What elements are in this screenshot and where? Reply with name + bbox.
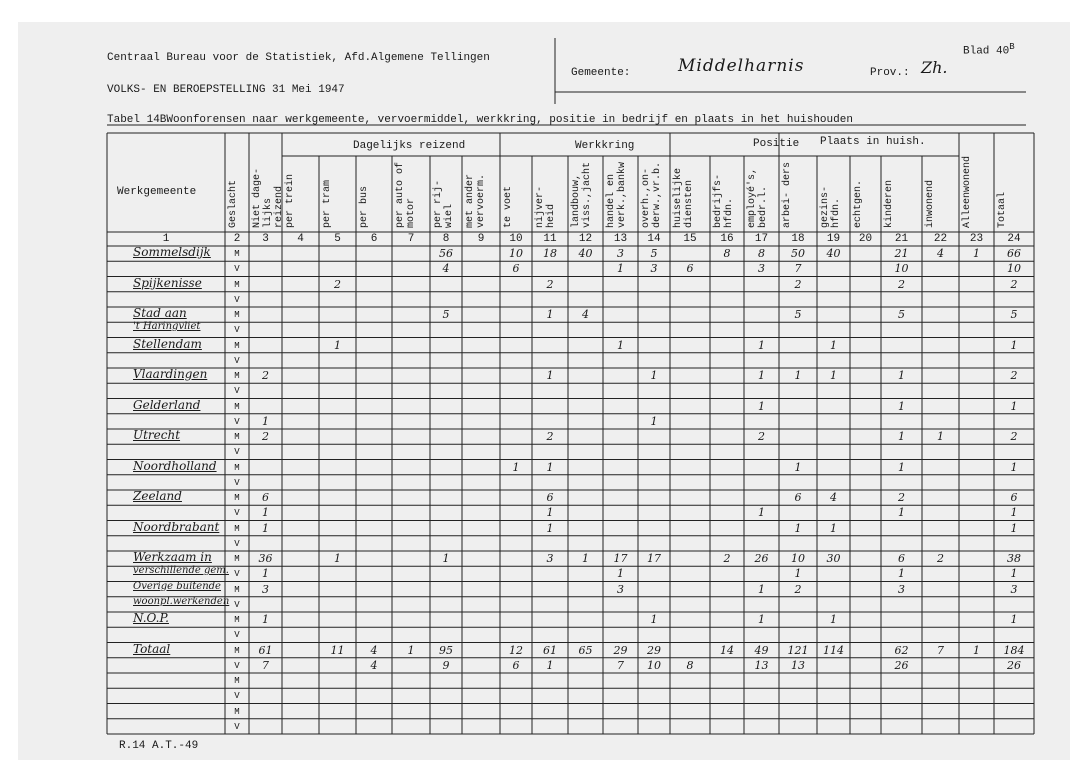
table-cell: 8	[686, 658, 694, 672]
column-number-6: 6	[370, 233, 378, 245]
table-cell: 38	[1007, 552, 1021, 565]
column-number-13: 13	[613, 233, 628, 245]
column-header-7: per auto of motor	[395, 161, 417, 228]
table-cell: 1	[898, 369, 905, 382]
table-cell: 1	[650, 369, 658, 382]
row-sex: V	[234, 630, 240, 641]
column-header-11: nijver- heid	[535, 185, 557, 228]
table-cell: 1	[830, 369, 837, 382]
table-cell: 40	[578, 247, 593, 260]
column-header-8: per rij- wiel	[433, 179, 455, 228]
table-cell: 2	[898, 277, 905, 291]
column-header-21: kinderen	[884, 179, 895, 228]
row-name: Stellendam	[133, 336, 202, 351]
table-cell: 30	[826, 552, 841, 565]
table-cell: 66	[1007, 247, 1021, 260]
table-title: Tabel 14BWoonforensen naar werkgemeente, vervoermiddel, werkkring, positie in bedrijf en plaats in het huishouden	[107, 114, 853, 126]
row-name: Stad aan	[133, 306, 187, 320]
table-cell: 9	[442, 658, 450, 672]
column-header-12: landbouw, viss.,jacht	[571, 161, 593, 228]
column-header-werkgemeente: Werkgemeente	[117, 186, 197, 198]
agency-title: Centraal Bureau voor de Statistiek, Afd.Algemene Tellingen	[107, 52, 490, 64]
row-name: Noordbrabant	[133, 519, 220, 534]
table-cell: 3	[617, 247, 624, 260]
group-werkkring: Werkkring	[575, 140, 635, 152]
row-sex: V	[234, 599, 240, 610]
table-cell: 2	[546, 277, 554, 291]
table-cell: 1	[1010, 506, 1018, 520]
table-cell: 1	[512, 460, 520, 474]
table-cell: 4	[442, 262, 450, 276]
table-cell: 1	[442, 552, 450, 565]
table-cell: 1	[830, 613, 837, 626]
table-cell: 1	[898, 460, 905, 474]
row-sex: V	[234, 294, 240, 305]
table-cell: 1	[898, 430, 905, 443]
table-cell: 1	[898, 567, 905, 581]
table-cell: 10	[1007, 262, 1021, 276]
column-header-23: Alleenwonend	[962, 155, 973, 228]
gemeente-label: Gemeente:	[571, 67, 631, 79]
table-cell: 1	[937, 430, 944, 443]
table-cell: 1	[582, 552, 589, 565]
column-number-10: 10	[509, 233, 523, 245]
table-cell: 14	[720, 643, 734, 657]
column-number-15: 15	[683, 233, 697, 245]
census-title: VOLKS- EN BEROEPSTELLING 31 Mei 1947	[107, 84, 345, 96]
prov-value: Zh.	[921, 58, 948, 77]
row-sex: V	[234, 691, 240, 702]
table-cell: 2	[262, 369, 269, 382]
table-cell: 1	[334, 338, 341, 352]
table-cell: 61	[543, 643, 557, 657]
row-sex: M	[234, 493, 240, 503]
row-sex: V	[234, 569, 240, 580]
table-cell: 5	[650, 247, 658, 260]
table-cell: 1	[546, 308, 554, 321]
row-name: 't Haringvliet	[133, 321, 201, 333]
table-cell: 49	[754, 643, 769, 657]
table-cell: 2	[546, 430, 554, 443]
table-cell: 1	[617, 262, 624, 276]
row-sex: V	[234, 508, 240, 519]
table-cell: 1	[1010, 613, 1018, 626]
row-name: Totaal	[133, 641, 171, 656]
row-name: Spijkenisse	[133, 275, 202, 290]
column-number-12: 12	[578, 233, 593, 245]
column-header-16: bedrijfs- hfdn.	[713, 173, 735, 228]
column-header-18: arbei- ders	[782, 161, 793, 228]
table-cell: 121	[787, 643, 809, 657]
column-number-18: 18	[791, 233, 805, 245]
column-header-6: per bus	[359, 185, 370, 228]
table-cell: 61	[258, 643, 273, 657]
row-name: Overige buitende	[133, 580, 221, 592]
column-header-22: inwonend	[925, 179, 936, 228]
table-cell: 1	[546, 460, 554, 474]
column-header-9: met ander vervoerm.	[465, 173, 487, 228]
table-cell: 114	[823, 643, 844, 657]
table-cell: 2	[262, 430, 269, 443]
column-number-14: 14	[647, 233, 661, 245]
table-cell: 4	[582, 308, 589, 321]
column-header-19: gezins- hfdn.	[820, 185, 842, 228]
table-cell: 36	[258, 552, 273, 565]
row-sex: V	[234, 477, 240, 488]
prov-label: Prov.:	[870, 67, 910, 79]
table-cell: 18	[543, 247, 557, 260]
row-sex: M	[234, 645, 240, 656]
table-cell: 50	[791, 247, 805, 260]
table-cell: 17	[647, 552, 661, 565]
column-header-4: per trein	[285, 173, 296, 228]
table-cell: 2	[898, 491, 905, 504]
row-name: Utrecht	[133, 428, 181, 442]
column-number-22: 22	[933, 233, 948, 245]
table-cell: 4	[370, 658, 378, 672]
table-cell: 4	[830, 491, 837, 504]
table-cell: 7	[262, 658, 269, 672]
table-cell: 5	[898, 308, 905, 321]
table-cell: 6	[898, 552, 905, 565]
table-cell: 13	[754, 658, 769, 672]
column-number-5: 5	[334, 233, 341, 245]
group-plaats: Plaats in huish.	[820, 136, 926, 148]
column-header-15: huiselijke diensten	[673, 167, 695, 228]
table-cell: 3	[262, 582, 269, 596]
table-cell: 17	[613, 552, 628, 565]
row-sex: M	[234, 249, 240, 259]
column-header-10: te voet	[503, 185, 514, 228]
row-sex: M	[234, 554, 240, 564]
table-cell: 3	[758, 262, 765, 276]
row-sex: M	[234, 432, 240, 442]
table-cell: 95	[439, 643, 453, 657]
row-name: N.O.P.	[133, 611, 169, 625]
table-cell: 8	[723, 247, 731, 260]
column-number-7: 7	[407, 233, 415, 245]
column-number-4: 4	[297, 233, 304, 245]
table-cell: 1	[898, 506, 905, 520]
table-cell: 6	[1010, 491, 1018, 504]
column-number-9: 9	[477, 233, 485, 245]
table-cell: 1	[758, 506, 765, 520]
column-header-24: Totaal	[997, 191, 1008, 228]
table-cell: 10	[894, 262, 909, 276]
table-cell: 26	[894, 658, 909, 672]
column-header-13: handel en verk.,bankw	[606, 161, 628, 228]
table-cell: 5	[442, 308, 450, 321]
row-sex: M	[234, 706, 240, 717]
table-cell: 1	[794, 460, 802, 474]
table-cell: 29	[613, 643, 628, 657]
table-cell: 184	[1003, 643, 1025, 657]
row-sex: M	[234, 371, 240, 381]
table-cell: 10	[647, 658, 661, 672]
table-cell: 1	[794, 521, 802, 535]
table-cell: 3	[546, 552, 554, 565]
table-cell: 1	[1010, 521, 1018, 535]
table-cell: 1	[546, 369, 554, 382]
table-cell: 29	[647, 643, 661, 657]
table-cell: 2	[1010, 277, 1018, 291]
row-sex: M	[234, 279, 240, 290]
row-sex: V	[234, 416, 240, 427]
column-number-3: 3	[262, 233, 269, 245]
table-cell: 1	[794, 369, 802, 382]
table-cell: 65	[578, 643, 593, 657]
column-number-17: 17	[754, 233, 769, 245]
table-cell: 2	[758, 430, 765, 443]
column-header-5: per tram	[322, 179, 333, 228]
table-cell: 1	[617, 567, 624, 581]
table-cell: 1	[1010, 460, 1018, 474]
row-sex: M	[234, 676, 240, 686]
column-header-14: overh.,on- derw.,vr.b.	[641, 161, 663, 228]
table-cell: 3	[898, 582, 905, 596]
row-sex: V	[234, 264, 240, 275]
table-cell: 6	[794, 491, 802, 504]
table-cell: 6	[262, 491, 269, 504]
row-name: Werkzaam in	[133, 550, 212, 564]
row-sex: V	[234, 447, 240, 458]
row-sex: V	[234, 355, 240, 366]
column-number-21: 21	[894, 233, 909, 245]
table-cell: 10	[509, 247, 523, 260]
row-name: Zeeland	[133, 489, 182, 503]
table-cell: 12	[509, 643, 523, 657]
table-cell: 2	[937, 552, 944, 565]
table-cell: 6	[512, 658, 520, 672]
table-cell: 8	[758, 247, 765, 260]
table-cell: 1	[546, 521, 554, 535]
table-cell: 1	[650, 414, 658, 428]
table-cell: 6	[512, 262, 520, 276]
table-cell: 7	[617, 658, 624, 672]
table-cell: 1	[546, 658, 554, 672]
column-number-11: 11	[543, 233, 557, 245]
table-cell: 2	[334, 277, 341, 291]
table-cell: 1	[758, 582, 765, 596]
table-cell: 21	[894, 247, 909, 260]
row-name: Gelderland	[133, 397, 201, 412]
census-form-sheet	[18, 22, 1070, 760]
table-cell: 4	[937, 247, 944, 260]
column-number-1: 1	[162, 233, 170, 245]
table-cell: 1	[1010, 567, 1018, 581]
row-name: Noordholland	[133, 458, 217, 473]
group-positie: Positie	[753, 138, 800, 150]
table-cell: 11	[330, 643, 345, 657]
row-name: Sommelsdijk	[133, 245, 211, 259]
row-sex: M	[234, 340, 240, 351]
table-cell: 1	[1010, 338, 1018, 352]
row-sex: V	[234, 386, 240, 397]
table-cell: 13	[791, 658, 805, 672]
table-cell: 40	[826, 247, 841, 260]
table-cell: 7	[937, 643, 944, 657]
table-cell: 1	[650, 613, 658, 626]
row-sex: M	[234, 523, 240, 534]
gemeente-value: Middelharnis	[678, 56, 805, 76]
column-number-19: 19	[826, 233, 841, 245]
row-sex: M	[234, 584, 240, 595]
column-header-2: Geslacht	[228, 179, 239, 228]
row-sex: V	[234, 325, 240, 336]
table-cell: 1	[758, 399, 765, 413]
table-cell: 4	[370, 643, 378, 657]
column-number-23: 23	[969, 233, 984, 245]
table-cell: 26	[754, 552, 769, 565]
row-sex: M	[234, 310, 240, 320]
table-cell: 56	[439, 247, 453, 260]
table-cell: 1	[758, 369, 765, 382]
table-cell: 5	[1010, 308, 1018, 321]
table-cell: 1	[262, 567, 269, 581]
table-cell: 2	[794, 582, 802, 596]
row-sex: M	[234, 615, 240, 625]
table-cell: 2	[794, 277, 802, 291]
row-sex: V	[234, 660, 240, 671]
table-cell: 1	[546, 506, 554, 520]
table-cell: 1	[262, 506, 269, 520]
table-cell: 3	[617, 582, 624, 596]
column-number-16: 16	[720, 233, 734, 245]
table-cell: 3	[1010, 582, 1018, 596]
table-cell: 1	[898, 399, 905, 413]
row-sex: M	[234, 401, 240, 412]
table-cell: 1	[617, 338, 624, 352]
column-number-8: 8	[442, 233, 450, 245]
row-name: woonpl.werkenden	[133, 595, 230, 607]
sheet-number: Blad $40^B$	[963, 42, 1015, 58]
table-cell: 2	[1010, 430, 1018, 443]
table-cell: 1	[973, 643, 980, 657]
table-cell: 26	[1007, 658, 1021, 672]
column-number-20: 20	[858, 233, 873, 245]
table-cell: 3	[650, 262, 658, 276]
table-cell: 1	[830, 521, 837, 535]
row-sex: V	[234, 721, 240, 732]
column-header-20: echtgen.	[853, 179, 864, 228]
table-cell: 2	[723, 552, 731, 565]
table-cell: 62	[894, 643, 909, 657]
group-dagelijks: Dagelijks reizend	[353, 140, 466, 152]
column-number-24: 24	[1007, 233, 1021, 245]
table-cell: 1	[334, 552, 341, 565]
table-cell: 1	[794, 567, 802, 581]
row-name: verschillende gem.	[133, 565, 229, 577]
table-cell: 1	[262, 414, 269, 428]
table-cell: 1	[758, 338, 765, 352]
table-cell: 1	[758, 613, 765, 626]
table-cell: 10	[791, 552, 805, 565]
row-sex: V	[234, 538, 240, 549]
table-cell: 7	[794, 262, 802, 276]
table-cell: 1	[830, 338, 837, 352]
column-number-2: 2	[233, 233, 241, 245]
row-sex: M	[234, 462, 240, 473]
column-header-3: Niet dage- lijks reizend	[252, 167, 285, 228]
form-code: R.14 A.T.-49	[119, 740, 199, 752]
column-header-17: employé's, bedr.l.	[747, 167, 769, 228]
table-cell: 1	[262, 521, 269, 535]
table-cell: 1	[1010, 399, 1018, 413]
table-cell: 1	[973, 247, 980, 260]
table-cell: 1	[262, 613, 269, 626]
table-cell: 5	[794, 308, 802, 321]
table-cell: 6	[546, 491, 554, 504]
table-cell: 2	[1010, 369, 1018, 382]
row-name: Vlaardingen	[133, 367, 208, 381]
table-cell: 1	[407, 643, 415, 657]
table-cell: 6	[686, 262, 694, 276]
